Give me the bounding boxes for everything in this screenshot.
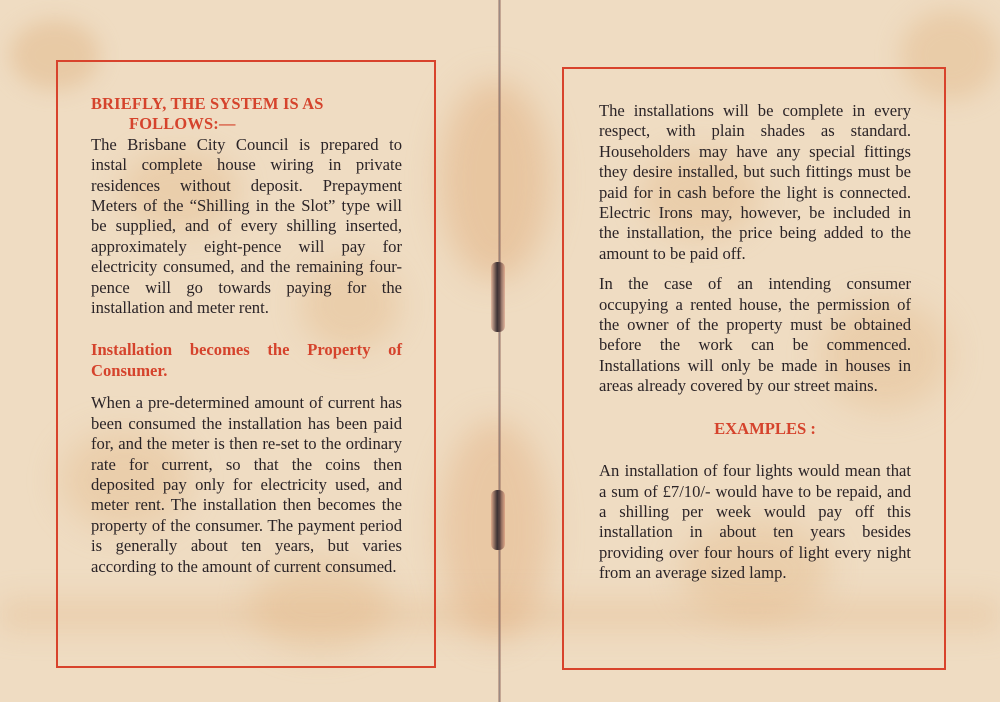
subheading-property: Installation becomes the Property of Consumer. [91, 340, 402, 380]
right-page-content [599, 101, 911, 584]
rented-house-paragraph: In the case of an intending consumer occupying a rented house, the permission of the owner of the property must be obtained before the work can be commenced. Installations will only be made in houses in areas already covered by our street mains. [599, 274, 911, 396]
section-heading [91, 94, 402, 135]
example-paragraph: An installation of four lights would mean that a sum of £7/10/- would have to be repaid, and a shilling per week would pay off this installation in about ten years besides providing over four hours of light every night from an average sized lamp. [599, 461, 911, 583]
heading-line-2: FOLLOWS:— [129, 114, 236, 134]
left-page-border [56, 60, 436, 668]
examples-heading: EXAMPLES : [714, 418, 816, 438]
installations-paragraph: The installations will be complete in every respect, with plain shades as standard. Householders may have any special fittings they desire installed, but such fittings must be paid for in cash before the light is connected. Electric Irons may, however, be included in the installation, the price being added to the amount to be paid off. [599, 101, 911, 263]
intro-paragraph: The Brisbane City Council is prepared to instal complete house wiring in private residences without deposit. Prepayment Meters of the “Shilling in the Slot” type will be supplied, and of every shilling inserted, approximately eight-pence will pay for electricity consumed, and the remaining four-pence will go towards paying for the installation and meter rent. [91, 134, 402, 318]
right-page [500, 0, 1000, 702]
ownership-paragraph: When a pre-determined amount of current has been consumed the installation has been paid for, and the meter is then re-set to the ordinary rate for current, so that the coins then deposited pay only for electricity used, and meter rent. The installation then becomes the property of the consumer. The payment period is generally about ten years, but varies according to the amount of current consumed. [91, 393, 402, 576]
right-page-border [562, 67, 946, 670]
heading-line-1: BRIEFLY, THE SYSTEM IS AS [91, 94, 324, 113]
left-page-content [91, 94, 402, 577]
